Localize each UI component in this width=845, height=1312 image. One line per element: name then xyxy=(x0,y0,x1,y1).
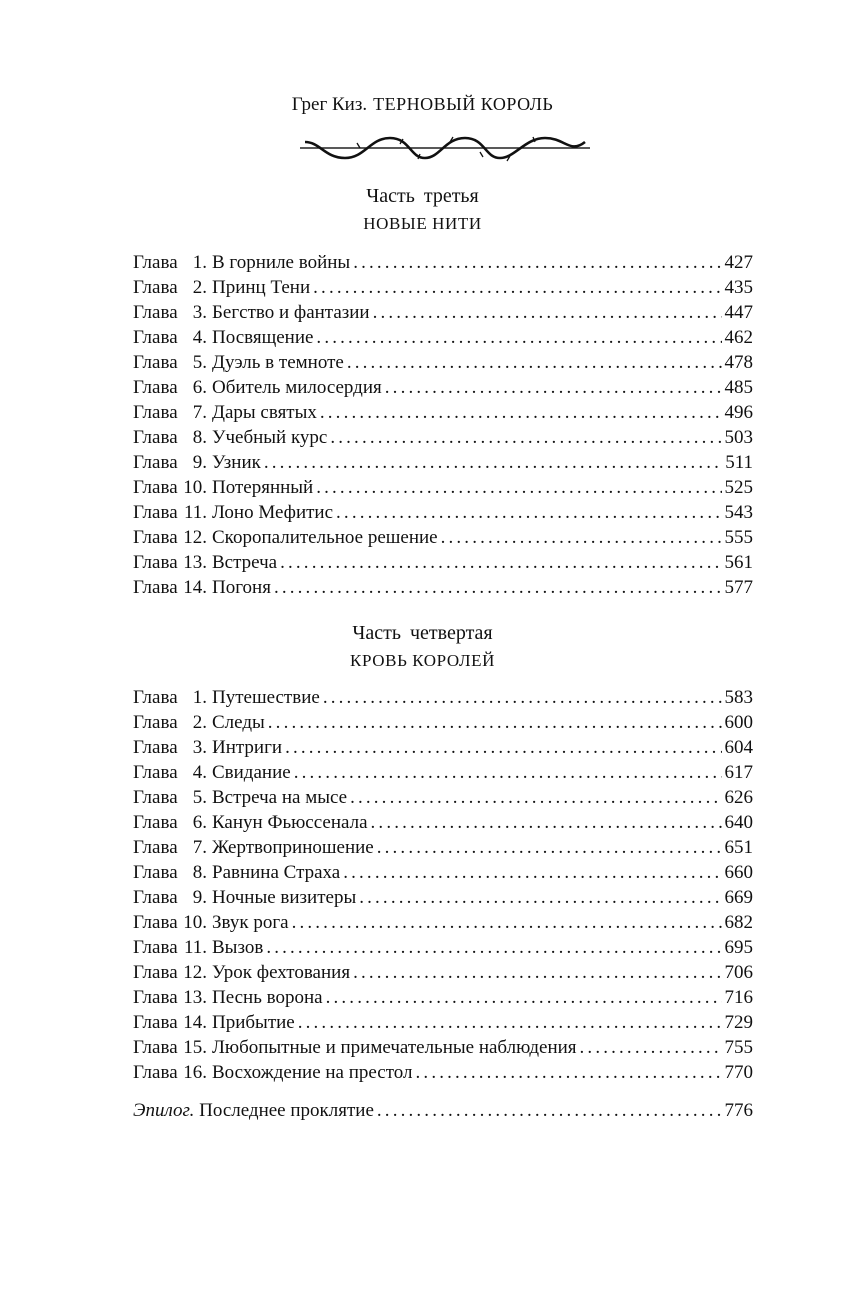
entry-number: 11. xyxy=(183,502,207,523)
entry-page: 755 xyxy=(724,1037,753,1058)
part-four-toc xyxy=(133,685,753,1085)
entry-label: Эпилог. xyxy=(133,1100,195,1121)
entry-label: Глава xyxy=(133,552,178,573)
entry-page: 626 xyxy=(724,787,753,808)
toc-entry[interactable] xyxy=(133,785,753,810)
entry-label: Глава xyxy=(133,477,178,498)
toc-entry[interactable] xyxy=(133,375,753,400)
entry-number: 9. xyxy=(192,452,207,473)
entry-title: Восхождение на престол xyxy=(212,1062,413,1083)
entry-title: Урок фехтования xyxy=(212,962,351,983)
toc-entry[interactable] xyxy=(133,760,753,785)
entry-number: 6. xyxy=(192,812,207,833)
entry-page: 561 xyxy=(724,552,753,573)
entry-title: Интриги xyxy=(212,737,283,758)
entry-number: 13. xyxy=(183,552,207,573)
entry-page: 462 xyxy=(724,327,753,348)
toc-entry[interactable] xyxy=(133,325,753,350)
entry-number: 8. xyxy=(192,862,207,883)
entry-number: 14. xyxy=(183,577,207,598)
entry-title: Любопытные и примечательные наблюдения xyxy=(212,1037,577,1058)
toc-entry[interactable] xyxy=(133,1010,753,1035)
part-four-heading xyxy=(0,619,845,675)
toc-entry[interactable] xyxy=(133,1035,753,1060)
entry-title: Жертвоприношение xyxy=(212,837,374,858)
entry-number: 8. xyxy=(192,427,207,448)
part-title: Часть третья xyxy=(366,185,479,207)
entry-page: 511 xyxy=(725,452,753,473)
dot-leader xyxy=(274,575,722,600)
entry-label: Глава xyxy=(133,252,178,273)
entry-label: Глава xyxy=(133,962,178,983)
entry-page: 583 xyxy=(724,687,753,708)
entry-label: Глава xyxy=(133,402,178,423)
entry-number: 15. xyxy=(183,1037,207,1058)
entry-label: Глава xyxy=(133,712,178,733)
entry-number: 7. xyxy=(192,402,207,423)
toc-entry[interactable] xyxy=(133,350,753,375)
dot-leader xyxy=(268,710,722,735)
entry-number: 2. xyxy=(192,277,207,298)
entry-label: Глава xyxy=(133,327,178,348)
header-title: ТЕРНОВЫЙ КОРОЛЬ xyxy=(373,94,554,114)
entry-title: Канун Фьюссенала xyxy=(212,812,368,833)
running-header xyxy=(0,94,845,116)
toc-entry[interactable] xyxy=(133,400,753,425)
entry-number: 4. xyxy=(192,327,207,348)
entry-number: 7. xyxy=(192,837,207,858)
entry-title: Звук рога xyxy=(212,912,289,933)
entry-number: 16. xyxy=(183,1062,207,1083)
toc-entry-epilogue[interactable] xyxy=(133,1098,753,1123)
part-subtitle: НОВЫЕ НИТИ xyxy=(363,214,482,233)
entry-page: 651 xyxy=(724,837,753,858)
entry-number: 12. xyxy=(183,962,207,983)
dot-leader xyxy=(353,250,721,275)
dot-leader xyxy=(336,500,721,525)
entry-label: Глава xyxy=(133,862,178,883)
toc-entry[interactable] xyxy=(133,735,753,760)
dot-leader xyxy=(280,550,721,575)
toc-entry[interactable] xyxy=(133,1060,753,1085)
dot-leader xyxy=(347,350,722,375)
dot-leader xyxy=(350,785,721,810)
dot-leader xyxy=(316,475,721,500)
dot-leader xyxy=(359,885,721,910)
dot-leader xyxy=(580,1035,722,1060)
dot-leader xyxy=(313,275,721,300)
entry-number: 11. xyxy=(183,937,207,958)
entry-title: Дары святых xyxy=(212,402,317,423)
dot-leader xyxy=(377,1098,722,1123)
entry-page: 503 xyxy=(724,427,753,448)
entry-number: 10. xyxy=(183,912,207,933)
header-author: Грег Киз. xyxy=(291,94,368,115)
entry-title: Бегство и фантазии xyxy=(212,302,370,323)
entry-label: Глава xyxy=(133,577,178,598)
entry-title: Скоропалительное решение xyxy=(212,527,438,548)
entry-page: 604 xyxy=(724,737,753,758)
dot-leader xyxy=(320,400,722,425)
entry-title: Потерянный xyxy=(212,477,314,498)
entry-number: 13. xyxy=(183,987,207,1008)
entry-title: Учебный курс xyxy=(212,427,328,448)
toc-entry[interactable] xyxy=(133,250,753,275)
part-title: Часть четвертая xyxy=(352,622,493,644)
entry-title: Следы xyxy=(212,712,265,733)
entry-label: Глава xyxy=(133,987,178,1008)
entry-number: 5. xyxy=(192,352,207,373)
entry-page: 682 xyxy=(724,912,753,933)
entry-title: Вызов xyxy=(212,937,264,958)
entry-page: 600 xyxy=(724,712,753,733)
epilogue-toc xyxy=(133,1098,753,1123)
entry-page: 478 xyxy=(724,352,753,373)
entry-label: Глава xyxy=(133,787,178,808)
dot-leader xyxy=(385,375,722,400)
entry-label: Глава xyxy=(133,427,178,448)
toc-entry[interactable] xyxy=(133,525,753,550)
entry-page: 496 xyxy=(724,402,753,423)
toc-entry[interactable] xyxy=(133,685,753,710)
toc-entry[interactable] xyxy=(133,550,753,575)
entry-title: Ночные визитеры xyxy=(212,887,357,908)
entry-page: 555 xyxy=(724,527,753,548)
entry-label: Глава xyxy=(133,687,178,708)
entry-label: Глава xyxy=(133,377,178,398)
entry-page: 577 xyxy=(724,577,753,598)
toc-entry[interactable] xyxy=(133,300,753,325)
entry-number: 14. xyxy=(183,1012,207,1033)
entry-label: Глава xyxy=(133,352,178,373)
dot-leader xyxy=(377,835,722,860)
dot-leader xyxy=(294,760,722,785)
entry-label: Глава xyxy=(133,502,178,523)
entry-page: 640 xyxy=(724,812,753,833)
entry-number: 12. xyxy=(183,527,207,548)
entry-title: Последнее проклятие xyxy=(199,1100,374,1121)
part-three-heading xyxy=(0,182,845,238)
toc-entry[interactable] xyxy=(133,710,753,735)
toc-entry[interactable] xyxy=(133,500,753,525)
dot-leader xyxy=(316,325,721,350)
toc-entry[interactable] xyxy=(133,450,753,475)
dot-leader xyxy=(371,810,722,835)
toc-entry[interactable] xyxy=(133,910,753,935)
entry-title: Посвящение xyxy=(212,327,314,348)
entry-title: Равнина Страха xyxy=(212,862,341,883)
entry-number: 10. xyxy=(183,477,207,498)
entry-label: Глава xyxy=(133,1062,178,1083)
entry-title: Свидание xyxy=(212,762,291,783)
dot-leader xyxy=(298,1010,722,1035)
entry-number: 2. xyxy=(192,712,207,733)
entry-page: 660 xyxy=(724,862,753,883)
toc-entry[interactable] xyxy=(133,985,753,1010)
entry-label: Глава xyxy=(133,737,178,758)
dot-leader xyxy=(264,450,722,475)
entry-page: 543 xyxy=(724,502,753,523)
entry-number: 3. xyxy=(192,737,207,758)
dot-leader xyxy=(323,685,722,710)
entry-page: 435 xyxy=(724,277,753,298)
dot-leader xyxy=(343,860,721,885)
entry-title: Обитель милосердия xyxy=(212,377,382,398)
entry-label: Глава xyxy=(133,937,178,958)
dot-leader xyxy=(326,985,722,1010)
entry-title: В горниле войны xyxy=(212,252,351,273)
dot-leader xyxy=(330,425,721,450)
entry-label: Глава xyxy=(133,277,178,298)
entry-page: 669 xyxy=(724,887,753,908)
entry-title: Встреча на мысе xyxy=(212,787,348,808)
entry-number: 4. xyxy=(192,762,207,783)
part-three-toc xyxy=(133,250,753,600)
entry-page: 776 xyxy=(724,1100,753,1121)
toc-entry[interactable] xyxy=(133,425,753,450)
entry-number: 5. xyxy=(192,787,207,808)
entry-title: Принц Тени xyxy=(212,277,311,298)
toc-entry[interactable] xyxy=(133,275,753,300)
entry-number: 1. xyxy=(192,252,207,273)
toc-entry[interactable] xyxy=(133,575,753,600)
toc-entry[interactable] xyxy=(133,935,753,960)
toc-entry[interactable] xyxy=(133,860,753,885)
entry-title: Прибытие xyxy=(212,1012,295,1033)
entry-page: 695 xyxy=(724,937,753,958)
entry-page: 427 xyxy=(724,252,753,273)
entry-number: 6. xyxy=(192,377,207,398)
dot-leader xyxy=(353,960,721,985)
entry-number: 9. xyxy=(192,887,207,908)
entry-label: Глава xyxy=(133,1012,178,1033)
entry-page: 617 xyxy=(724,762,753,783)
entry-title: Песнь ворона xyxy=(212,987,323,1008)
entry-page: 525 xyxy=(724,477,753,498)
entry-title: Встреча xyxy=(212,552,278,573)
entry-title: Лоно Мефитис xyxy=(212,502,334,523)
entry-page: 485 xyxy=(724,377,753,398)
dot-leader xyxy=(416,1060,722,1085)
entry-label: Глава xyxy=(133,837,178,858)
entry-page: 729 xyxy=(724,1012,753,1033)
entry-label: Глава xyxy=(133,912,178,933)
entry-label: Глава xyxy=(133,527,178,548)
entry-page: 716 xyxy=(724,987,753,1008)
entry-label: Глава xyxy=(133,887,178,908)
entry-number: 1. xyxy=(192,687,207,708)
entry-title: Погоня xyxy=(212,577,271,598)
entry-title: Дуэль в темноте xyxy=(212,352,344,373)
dot-leader xyxy=(285,735,721,760)
toc-entry[interactable] xyxy=(133,835,753,860)
entry-label: Глава xyxy=(133,1037,178,1058)
toc-entry[interactable] xyxy=(133,475,753,500)
dot-leader xyxy=(292,910,722,935)
entry-page: 770 xyxy=(724,1062,753,1083)
part-subtitle: КРОВЬ КОРОЛЕЙ xyxy=(350,651,495,670)
entry-title: Путешествие xyxy=(212,687,320,708)
entry-page: 706 xyxy=(724,962,753,983)
dot-leader xyxy=(441,525,722,550)
entry-label: Глава xyxy=(133,302,178,323)
entry-label: Глава xyxy=(133,452,178,473)
dot-leader xyxy=(373,300,722,325)
dot-leader xyxy=(266,935,721,960)
entry-label: Глава xyxy=(133,812,178,833)
toc-entry[interactable] xyxy=(133,810,753,835)
toc-entry[interactable] xyxy=(133,960,753,985)
entry-number: 3. xyxy=(192,302,207,323)
entry-label: Глава xyxy=(133,762,178,783)
entry-page: 447 xyxy=(724,302,753,323)
thorn-ornament-icon xyxy=(300,130,590,166)
toc-entry[interactable] xyxy=(133,885,753,910)
entry-title: Узник xyxy=(212,452,261,473)
